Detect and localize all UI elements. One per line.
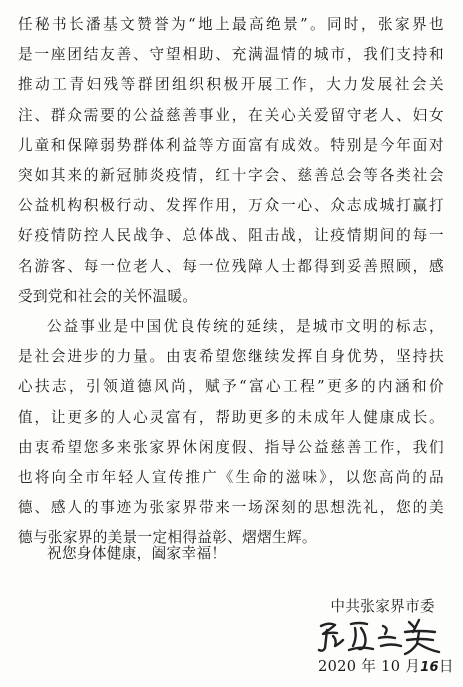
paragraph-1-line: 任秘书长潘基文赞誉为“地上最高绝景”。同时，张家界也 — [18, 16, 444, 33]
paragraph-1-line: 儿童和保障弱势群体利益等方面富有成效。特别是今年面对 — [18, 136, 444, 154]
paragraph-1-line: 公益机构积极行动、发挥作用，万众一心、众志成城打赢打 — [18, 197, 444, 215]
date-month: 10 — [381, 658, 401, 675]
paragraph-1-line: 名游客、每一位老人、每一位残障人士都得到妥善照顾，感 — [18, 257, 444, 275]
paragraph-2-line: 也将向全市年轻人宣传推广《生命的滋味》，以您高尚的品 — [18, 469, 444, 487]
paragraph-1-line: 是一座团结友善、守望相助、充满温情的城市，我们支持和 — [18, 46, 444, 64]
paragraph-2 — [18, 312, 444, 554]
paragraph-2-line: 德、感人的事迹为张家界带来一场深刻的思想洗礼，您的美 — [18, 499, 444, 517]
closing-salutation: 祝您身体健康，阖家幸福！ — [47, 545, 227, 562]
paragraph-1-line: 推动工青妇残等群团组织积极开展工作，大力发展社会关 — [18, 76, 444, 94]
handwritten-signature — [315, 616, 445, 656]
date-month-unit: 月 — [405, 658, 421, 675]
paragraph-2-line: 由衷希望您多来张家界休闲度假、指导公益慈善工作，我们 — [18, 438, 444, 456]
paragraph-2-line: 德与张家界的美景一定相得益彰、熠熠生辉。 — [18, 529, 317, 547]
paragraph-1-line: 好疫情防控人民战争、总体战、阻击战，让疫情期间的每一 — [18, 227, 444, 245]
date-year-unit: 年 — [361, 658, 377, 675]
paragraph-1-line: 受到党和社会的关怀温暖。 — [18, 287, 198, 305]
paragraph-2-line: 心扶志，引领道德风尚，赋予“富心工程”更多的内涵和价 — [18, 378, 444, 396]
paragraph-1-line: 注、群众需要的公益慈善事业，在关心关爱留守老人、妇女 — [18, 106, 444, 124]
paragraph-2-line: 是社会进步的力量。由衷希望您继续发挥自身优势，坚持扶 — [18, 348, 444, 366]
date-year: 2020 — [318, 658, 357, 675]
date-day-unit: 日 — [438, 658, 454, 675]
paragraph-2-line: 公益事业是中国优良传统的延续，是城市文明的标志， — [47, 318, 444, 336]
letter-date — [318, 655, 454, 676]
date-day-handwritten: 16 — [420, 660, 439, 675]
paragraph-1-line: 突如其来的新冠肺炎疫情，红十字会、慈善总会等各类社会 — [18, 167, 444, 185]
sender-organization: 中共张家界市委 — [330, 598, 435, 615]
letter-body — [18, 10, 444, 554]
paragraph-1 — [18, 10, 444, 312]
paragraph-2-line: 值，让更多的人心灵富有，帮助更多的未成年人健康成长。 — [18, 408, 444, 426]
